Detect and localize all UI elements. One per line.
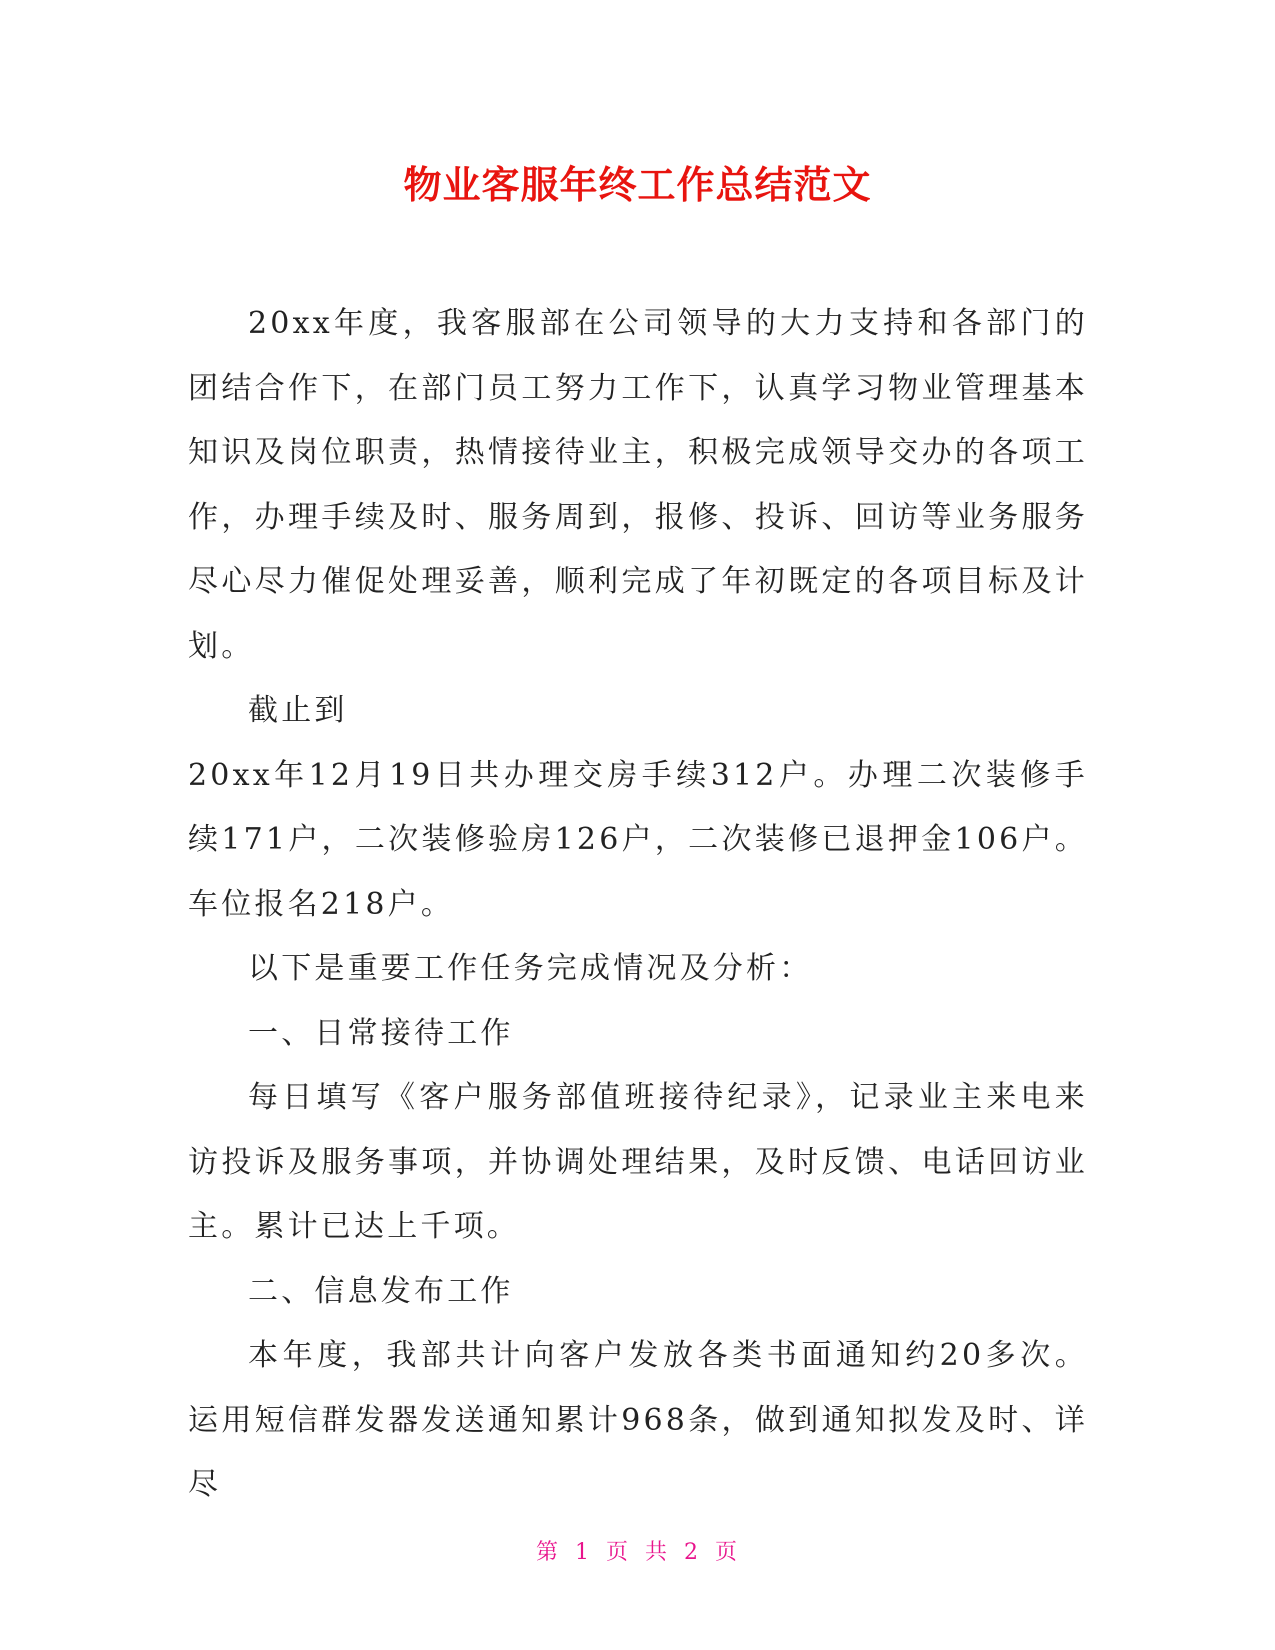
paragraph-statistics: 20xx年12月19日共办理交房手续312户。办理二次装修手续171户，二次装修验房126户，二次装修已退押金106户。车位报名218户。 <box>188 757 1088 922</box>
document-body <box>188 292 1088 1518</box>
paragraph-info-release: 本年度，我部共计向客户发放各类书面通知约20多次。运用短信群发器发送通知累计968条，做到通知拟发及时、详尽 <box>188 1338 1088 1502</box>
page-number-footer: 第 1 页 共 2 页 <box>536 1540 739 1565</box>
paragraph-daily-reception: 每日填写《客户服务部值班接待纪录》，记录业主来电来访投诉及服务事项，并协调处理结果，及时反馈、电话回访业主。累计已达上千项。 <box>188 1080 1088 1244</box>
section-heading-info-release: 二、信息发布工作 <box>248 1273 514 1309</box>
paragraph-intro: 20xx年度，我客服部在公司领导的大力支持和各部门的团结合作下，在部门员工努力工作下，认真学习物业管理基本知识及岗位职责，热情接待业主，积极完成领导交办的各项工作，办理手续及时、服务周到，报修、投诉、回访等业务服务尽心尽力催促处理妥善，顺利完成了年初既定的各项目标及计划。 <box>188 306 1088 664</box>
paragraph-analysis-intro: 以下是重要工作任务完成情况及分析： <box>248 951 813 986</box>
document-title: 物业客服年终工作总结范文 <box>403 163 872 207</box>
section-heading-daily-reception: 一、日常接待工作 <box>248 1015 514 1051</box>
paragraph-deadline-label: 截止到 <box>248 693 348 728</box>
